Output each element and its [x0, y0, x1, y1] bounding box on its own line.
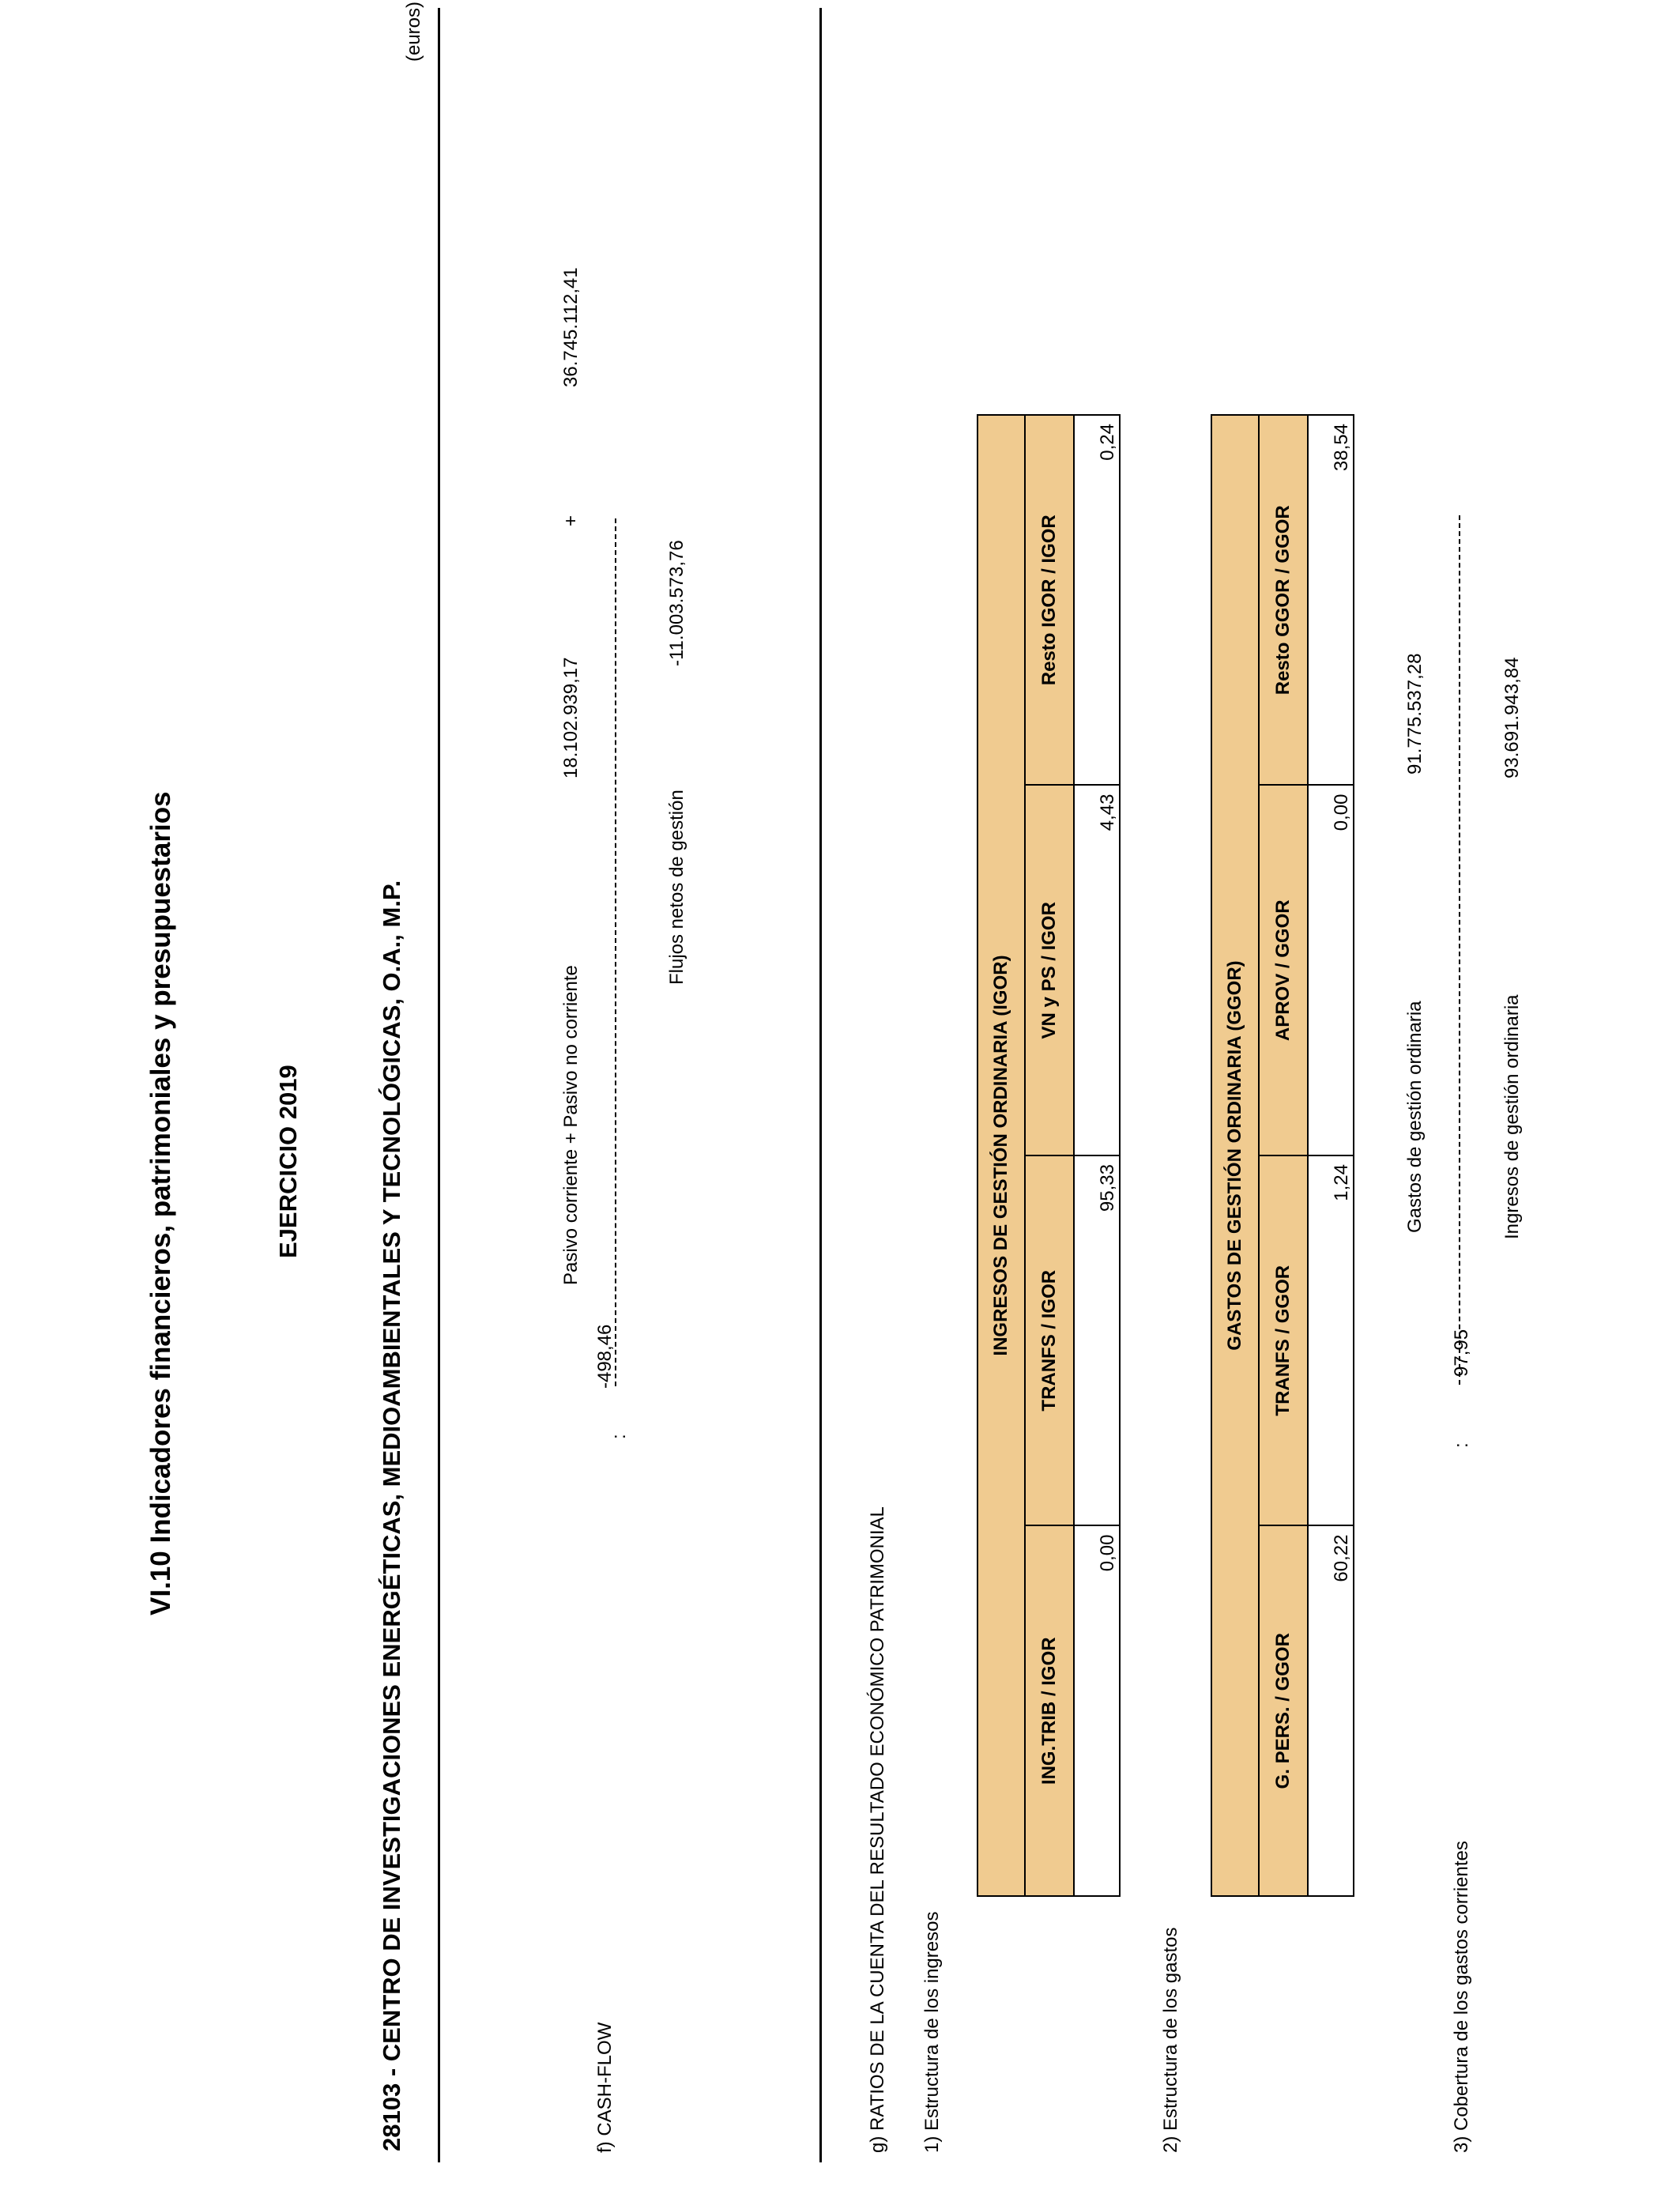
cash-flow-denominator-value: -11.003.573,76 — [666, 540, 687, 666]
cash-flow-fraction-line — [615, 518, 616, 1386]
gastos-value-gpers: 60,22 — [1308, 1526, 1354, 1897]
cash-flow-plus-sign: + — [560, 515, 582, 526]
gastos-value-tranfs: 1,24 — [1308, 1155, 1354, 1526]
cash-flow-numerator-value-2: 36.745.112,41 — [560, 267, 582, 387]
cash-flow-colon: : — [608, 1434, 630, 1439]
entity-name: 28103 - CENTRO DE INVESTIGACIONES ENERGÉTICAS, MEDIOAMBIENTALES Y TECNOLÓGICAS, O.A., M.P. — [378, 880, 405, 2151]
top-divider — [438, 8, 440, 2162]
ingresos-value-tranfs: 95,33 — [1074, 1155, 1120, 1526]
ingresos-value-resto: 0,24 — [1074, 415, 1120, 786]
ratios-section-title: g) RATIOS DE LA CUENTA DEL RESULTADO ECONÓMICO PATRIMONIAL — [867, 1506, 888, 2153]
gastos-structure-label: 2) Estructura de los gastos — [1160, 1927, 1181, 2153]
cash-flow-denominator-label: Flujos netos de gestión — [666, 790, 687, 985]
cobertura-label: 3) Cobertura de los gastos corrientes — [1451, 1841, 1472, 2153]
report-title: VI.10 Indicadores financieros, patrimoniales y presupuestarios — [145, 791, 176, 1615]
ingresos-col-ingtrib: ING.TRIB / IGOR — [1025, 1526, 1074, 1897]
currency-units: (euros) — [403, 1, 424, 62]
ingresos-table-header: INGRESOS DE GESTIÓN ORDINARIA (IGOR) — [977, 415, 1025, 1896]
cobertura-colon: : — [1451, 1442, 1472, 1448]
ingresos-ratio-table — [977, 414, 1121, 1897]
gastos-value-resto: 38,54 — [1308, 415, 1354, 786]
cobertura-numerator-value: 91.775.537,28 — [1404, 653, 1426, 775]
cash-flow-numerator-label: Pasivo corriente + Pasivo no corriente — [560, 965, 582, 1285]
gastos-value-aprov: 0,00 — [1308, 786, 1354, 1156]
gastos-col-aprov: APROV / GGOR — [1259, 786, 1308, 1156]
ingresos-col-tranfs: TRANFS / IGOR — [1025, 1155, 1074, 1526]
ingresos-structure-label: 1) Estructura de los ingresos — [921, 1911, 943, 2153]
gastos-table-header: GASTOS DE GESTIÓN ORDINARIA (GGOR) — [1211, 415, 1259, 1896]
gastos-col-resto: Resto GGOR / GGOR — [1259, 415, 1308, 786]
gastos-col-gpers: G. PERS. / GGOR — [1259, 1526, 1308, 1897]
ingresos-col-vnps: VN y PS / IGOR — [1025, 786, 1074, 1156]
cobertura-fraction-line — [1459, 515, 1460, 1385]
ingresos-value-vnps: 4,43 — [1074, 786, 1120, 1156]
cash-flow-numerator-value-1: 18.102.939,17 — [560, 657, 582, 778]
cobertura-numerator-label: Gastos de gestión ordinaria — [1404, 1001, 1426, 1233]
cobertura-denominator-value: 93.691.943,84 — [1501, 657, 1523, 778]
fiscal-year-title: EJERCICIO 2019 — [274, 1065, 302, 1258]
cobertura-value: 97,95 — [1451, 1329, 1472, 1377]
ingresos-col-resto: Resto IGOR / IGOR — [1025, 415, 1074, 786]
cash-flow-value: -498,46 — [594, 1324, 616, 1389]
cash-flow-label: f) CASH-FLOW — [594, 2022, 616, 2153]
middle-divider — [819, 8, 822, 2162]
gastos-ratio-table — [1211, 414, 1354, 1897]
cobertura-denominator-label: Ingresos de gestión ordinaria — [1501, 994, 1523, 1239]
gastos-col-tranfs: TRANFS / GGOR — [1259, 1155, 1308, 1526]
ingresos-value-ingtrib: 0,00 — [1074, 1526, 1120, 1897]
